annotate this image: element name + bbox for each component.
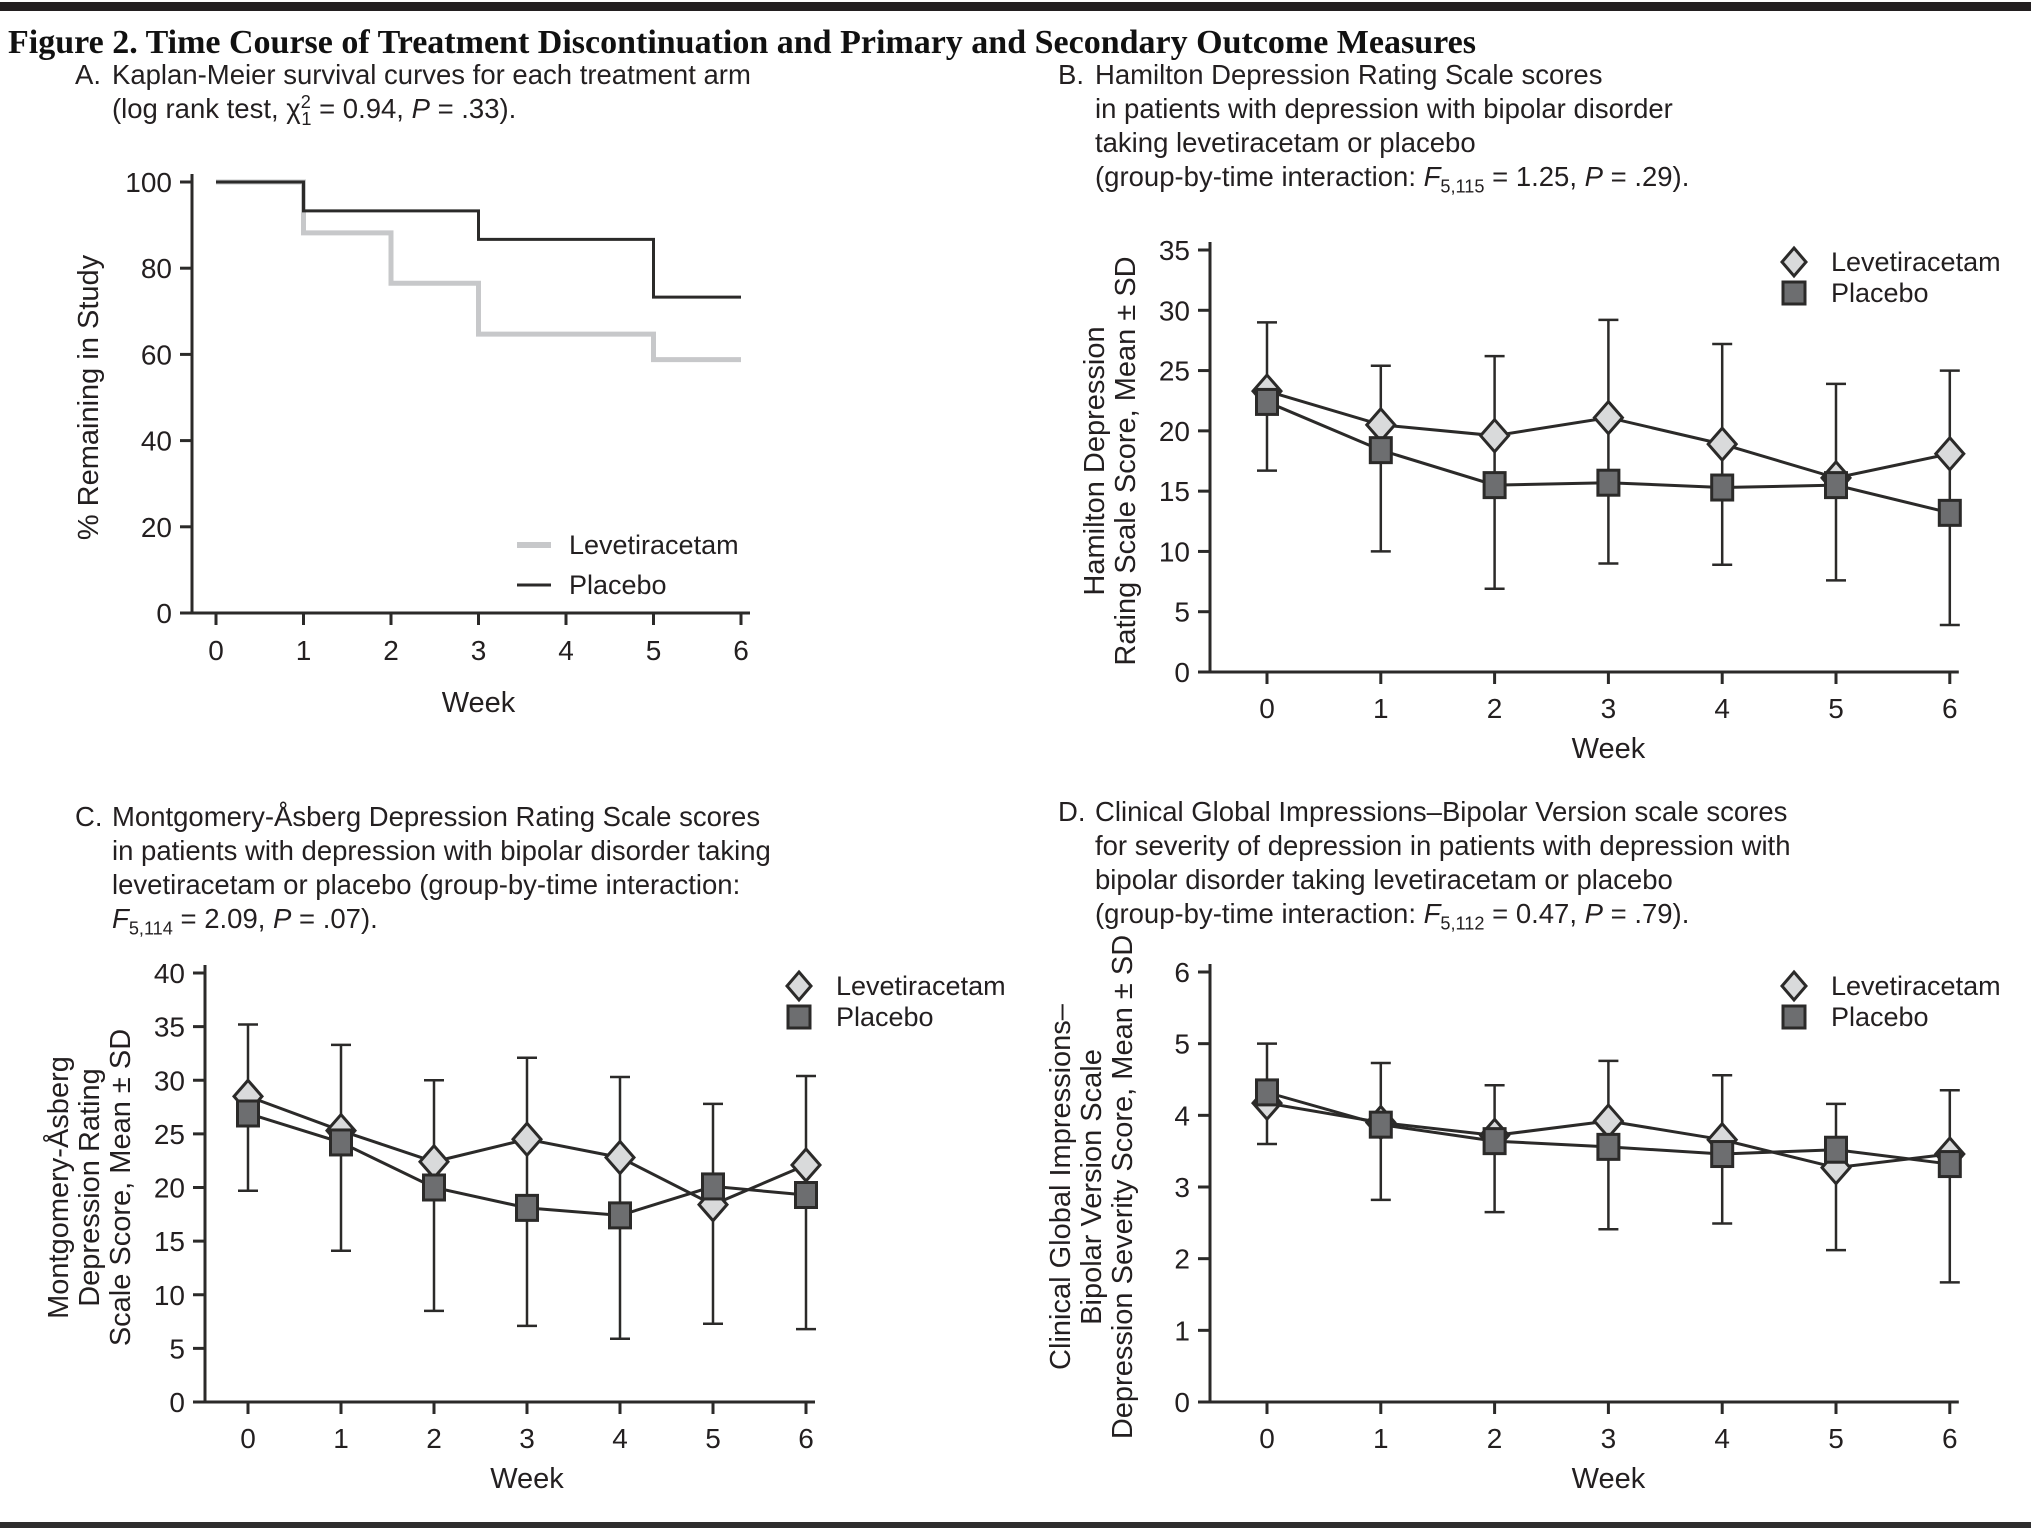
marker-square — [1370, 438, 1391, 463]
legend-swatch-square — [1783, 282, 1805, 304]
y-tick-label: 20 — [153, 1172, 185, 1204]
y-tick-label: 20 — [140, 511, 172, 543]
x-tick-label: 2 — [1486, 693, 1503, 724]
panel-c-header — [75, 800, 975, 939]
legend-label: Placebo — [836, 1002, 934, 1032]
y-tick-label: 0 — [1174, 1387, 1190, 1418]
marker-diamond — [1594, 402, 1622, 434]
y-tick-label: 5 — [169, 1333, 185, 1365]
panel-a-letter: A. — [75, 59, 101, 90]
km-curve-placebo — [216, 182, 741, 297]
y-tick-label: 2 — [1174, 1243, 1190, 1275]
x-tick-label: 1 — [295, 635, 312, 666]
y-tick-label: 15 — [1158, 476, 1190, 508]
x-tick-label: 3 — [470, 635, 487, 666]
figure-title: Figure 2. Time Course of Treatment Discontinuation and Primary and Secondary Outcome Measures — [8, 24, 1476, 61]
x-tick-label: 2 — [1486, 1423, 1503, 1454]
marker-square — [331, 1130, 352, 1155]
x-tick-label: 3 — [519, 1423, 535, 1454]
x-tick-label: 2 — [426, 1423, 442, 1454]
y-tick-label: 3 — [1174, 1172, 1190, 1203]
legend-swatch-square — [1783, 1006, 1805, 1028]
y-axis-label: % Remaining in Study — [73, 254, 105, 541]
y-tick-label: 0 — [1174, 657, 1190, 688]
marker-square — [703, 1174, 724, 1199]
marker-diamond — [606, 1141, 634, 1173]
top-rule-bar — [0, 2, 2031, 11]
panel-d-title-line: for severity of depression in patients with depression with — [1095, 830, 1791, 861]
x-axis-label: Week — [490, 1463, 564, 1495]
marker-square — [1370, 1112, 1391, 1137]
panel-c-title-line: in patients with depression with bipolar disorder taking — [112, 835, 771, 866]
legend-swatch-diamond — [1782, 972, 1806, 1000]
marker-square — [1484, 473, 1505, 498]
y-tick-label: 1 — [1174, 1315, 1190, 1347]
y-tick-label: 80 — [140, 253, 172, 285]
y-axis-label: Hamilton Depression — [1079, 326, 1111, 596]
marker-square — [1939, 500, 1960, 525]
x-tick-label: 3 — [1600, 1423, 1617, 1454]
panel-c-title-line: levetiracetam or placebo (group-by-time interaction: — [112, 869, 741, 900]
y-tick-label: 30 — [153, 1065, 185, 1097]
marker-square — [517, 1195, 538, 1220]
x-tick-label: 4 — [1714, 693, 1730, 724]
marker-square — [1826, 473, 1847, 498]
panel-a-title-line: Kaplan-Meier survival curves for each treatment arm — [112, 59, 751, 90]
x-tick-label: 1 — [333, 1423, 349, 1454]
panel-b-title-line: taking levetiracetam or placebo — [1095, 127, 1476, 158]
x-axis-label: Week — [1571, 1463, 1646, 1495]
legend-label: Placebo — [569, 570, 667, 600]
legend-label: Placebo — [1831, 1002, 1929, 1032]
y-tick-label: 4 — [1174, 1100, 1190, 1132]
x-tick-label: 0 — [1259, 1423, 1275, 1454]
y-axis-label: Bipolar Version Scale — [1076, 1049, 1108, 1325]
x-tick-label: 5 — [645, 635, 662, 666]
legend-label: Placebo — [1831, 278, 1929, 308]
x-tick-label: 6 — [1942, 693, 1958, 724]
marker-square — [1598, 1134, 1619, 1159]
marker-square — [1257, 389, 1278, 414]
panel-a-chart — [40, 130, 830, 760]
marker-square — [1257, 1080, 1278, 1105]
y-tick-label: 10 — [1158, 536, 1190, 568]
x-tick-label: 6 — [733, 635, 749, 666]
bottom-rule-bar — [0, 1522, 2031, 1528]
panel-d-title-line: bipolar disorder taking levetiracetam or placebo — [1095, 864, 1673, 895]
panel-b-header — [1058, 58, 2008, 197]
panel-b-letter: B. — [1058, 59, 1084, 90]
marker-square — [610, 1203, 631, 1228]
panel-b-stat-line: (group-by-time interaction: $F_{5,115} = 1.25$, P = .29). — [1095, 161, 1690, 197]
legend-swatch-square — [788, 1006, 810, 1028]
panel-c-title-line: Montgomery-Åsberg Depression Rating Scale scores — [112, 801, 761, 832]
x-tick-label: 4 — [558, 635, 574, 666]
legend-swatch-diamond — [787, 972, 811, 1000]
marker-square — [796, 1183, 817, 1208]
x-tick-label: 1 — [1373, 1423, 1389, 1454]
x-tick-label: 6 — [1942, 1423, 1958, 1454]
y-tick-label: 35 — [1158, 235, 1190, 266]
x-tick-label: 0 — [1259, 693, 1275, 724]
x-tick-label: 2 — [383, 635, 399, 666]
x-tick-label: 5 — [705, 1423, 721, 1454]
x-tick-label: 5 — [1828, 1423, 1844, 1454]
panel-b-title-line: in patients with depression with bipolar disorder — [1095, 93, 1673, 124]
panel-b-chart — [1040, 200, 2025, 800]
y-tick-label: 0 — [169, 1387, 185, 1418]
marker-square — [238, 1101, 259, 1126]
km-curve-levetiracetam — [216, 182, 741, 360]
y-tick-label: 10 — [153, 1279, 185, 1311]
y-tick-label: 25 — [1158, 355, 1190, 387]
y-tick-label: 40 — [153, 958, 185, 989]
y-tick-label: 15 — [153, 1226, 185, 1258]
y-tick-label: 60 — [140, 339, 172, 371]
y-tick-label: 25 — [153, 1118, 185, 1150]
y-tick-label: 35 — [153, 1011, 185, 1043]
x-tick-label: 4 — [612, 1423, 628, 1454]
panel-b-title-line: Hamilton Depression Rating Scale scores — [1095, 59, 1603, 90]
y-tick-label: 100 — [125, 167, 172, 198]
x-tick-label: 1 — [1373, 693, 1389, 724]
marker-square — [1826, 1137, 1847, 1162]
panel-a-stat-line: (log rank test, $\chi^2_1 = 0.94$, P = .33). — [112, 91, 517, 129]
y-tick-label: 40 — [140, 425, 172, 457]
panel-d-letter: D. — [1058, 796, 1086, 827]
marker-diamond — [1594, 1105, 1622, 1137]
y-tick-label: 5 — [1174, 596, 1190, 628]
legend-label: Levetiracetam — [836, 971, 1006, 1001]
marker-diamond — [792, 1149, 820, 1181]
marker-square — [1939, 1152, 1960, 1177]
legend-label: Levetiracetam — [569, 530, 739, 560]
panel-c-letter: C. — [75, 801, 103, 832]
marker-square — [1712, 1142, 1733, 1167]
marker-diamond — [1367, 409, 1395, 441]
panel-d-header — [1058, 795, 2018, 934]
marker-diamond — [513, 1123, 541, 1155]
marker-diamond — [1481, 420, 1509, 452]
panel-a-header — [75, 58, 815, 129]
y-tick-label: 0 — [156, 598, 172, 629]
y-axis-label: Clinical Global Impressions– — [1045, 1004, 1077, 1370]
marker-square — [1598, 470, 1619, 495]
marker-diamond — [1936, 438, 1964, 470]
legend-label: Levetiracetam — [1831, 971, 2001, 1001]
chi-symbol: χ — [286, 93, 301, 124]
y-tick-label: 6 — [1174, 957, 1190, 988]
x-tick-label: 5 — [1828, 693, 1844, 724]
marker-diamond — [1708, 428, 1736, 460]
marker-diamond — [420, 1146, 448, 1178]
x-tick-label: 6 — [798, 1423, 814, 1454]
y-axis-label: Depression Rating — [74, 1068, 106, 1307]
panel-d-title-line: Clinical Global Impressions–Bipolar Version scale scores — [1095, 796, 1788, 827]
y-axis-label: Rating Scale Score, Mean ± SD — [1110, 256, 1142, 666]
panel-c-chart — [40, 940, 1006, 1538]
marker-square — [1712, 475, 1733, 500]
x-axis-label: Week — [1571, 733, 1646, 765]
x-tick-label: 3 — [1600, 693, 1617, 724]
panel-c-stat-line: $F_{5,114} = 2.09$, P = .07). — [112, 903, 378, 939]
legend-label: Levetiracetam — [1831, 247, 2001, 277]
y-axis-label: Depression Severity Score, Mean ± SD — [1107, 934, 1139, 1440]
panel-d-stat-line: (group-by-time interaction: $F_{5,112} = 0.47$, P = .79). — [1095, 898, 1690, 934]
marker-square — [1484, 1129, 1505, 1154]
x-tick-label: 0 — [240, 1423, 256, 1454]
y-tick-label: 5 — [1174, 1028, 1190, 1060]
y-tick-label: 30 — [1158, 295, 1190, 327]
marker-square — [424, 1175, 445, 1200]
legend-swatch-diamond — [1782, 248, 1806, 276]
x-tick-label: 0 — [208, 635, 224, 666]
y-tick-label: 20 — [1158, 415, 1190, 447]
y-axis-label: Scale Score, Mean ± SD — [105, 1028, 137, 1347]
panel-d-chart — [1040, 934, 2025, 1538]
x-tick-label: 4 — [1714, 1423, 1730, 1454]
x-axis-label: Week — [441, 687, 516, 719]
y-axis-label: Montgomery-Åsberg — [43, 1056, 75, 1319]
